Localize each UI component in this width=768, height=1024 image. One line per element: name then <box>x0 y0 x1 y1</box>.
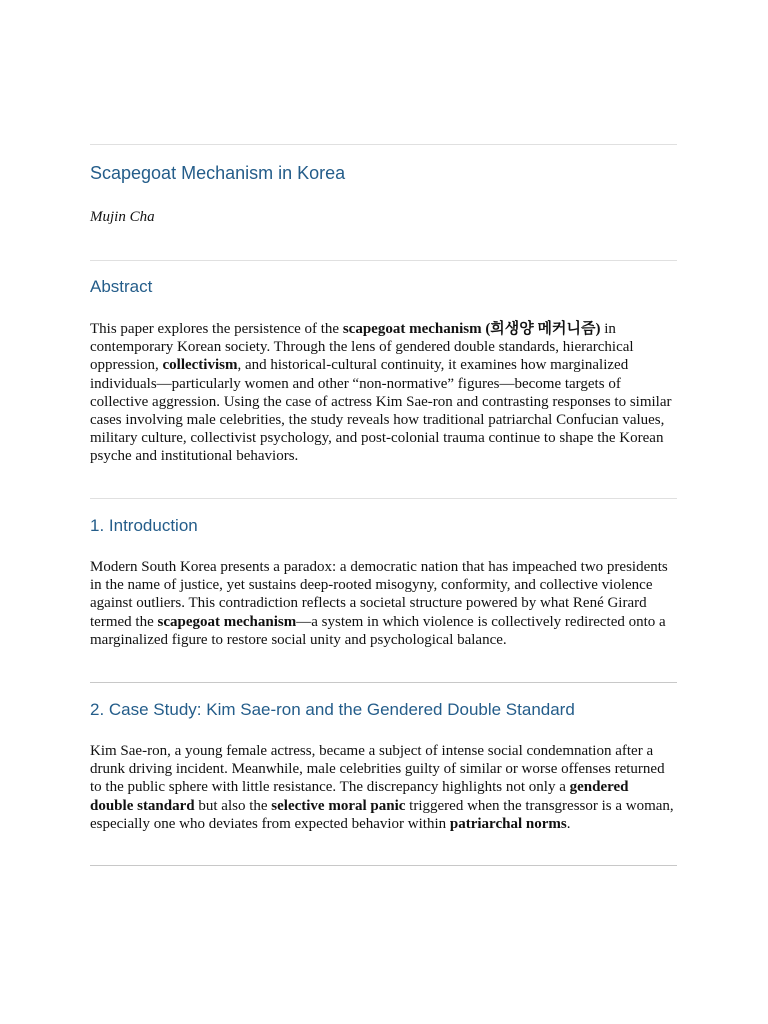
text-run: especially one who deviates from expected behavior within <box>90 815 450 832</box>
text-run: , and historical-cultural continuity, it examines how marginalized <box>237 357 629 374</box>
paragraph-line <box>90 558 677 576</box>
bold-term: scapegoat mechanism (희생양 메커니즘) <box>342 321 601 337</box>
paragraph-line <box>90 613 677 631</box>
text-run: —a system in which violence is collectively redirected onto a <box>296 613 666 630</box>
paragraph-line <box>90 393 677 411</box>
section-heading-introduction: 1. Introduction <box>90 516 198 535</box>
bold-term: selective moral panic <box>271 797 406 814</box>
text-run: contemporary Korean society. Through the lens of gendered double standards, hierarchical <box>90 339 634 356</box>
text-run: against outliers. This contradiction reflects a societal structure powered by what René Girard <box>90 595 647 612</box>
paragraph-line <box>90 778 677 796</box>
bold-term: gendered <box>569 779 629 796</box>
text-run: individuals—particularly women and other “non-normative” figures—become targets of <box>90 375 621 392</box>
abstract-paragraph <box>90 320 677 466</box>
text-run: in the name of justice, yet sustains deep-rooted misogyny, conformity, and collective violence <box>90 577 653 594</box>
case-study-paragraph <box>90 742 677 833</box>
paragraph-line <box>90 797 677 815</box>
paragraph-line <box>90 815 677 833</box>
paragraph-line <box>90 447 677 465</box>
paragraph-line <box>90 594 677 612</box>
text-run: but also the <box>194 797 272 814</box>
text-run: drunk driving incident. Meanwhile, male celebrities guilty of similar or worse offenses returned <box>90 761 665 778</box>
section-heading-case-study: 2. Case Study: Kim Sae-ron and the Gendered Double Standard <box>90 700 575 719</box>
paragraph-line <box>90 760 677 778</box>
text-run: military culture, collectivist psychology, and post-colonial trauma continue to shape the Korean <box>90 430 664 447</box>
paragraph-line <box>90 320 677 338</box>
horizontal-rule <box>90 260 677 261</box>
text-run: oppression, <box>90 357 163 374</box>
paragraph-line <box>90 411 677 429</box>
paragraph-line <box>90 338 677 356</box>
paragraph-line <box>90 375 677 393</box>
horizontal-rule <box>90 865 677 866</box>
bold-term: scapegoat mechanism <box>157 613 297 630</box>
text-run: Modern South Korea presents a paradox: a democratic nation that has impeached two presidents <box>90 559 668 575</box>
text-run: . <box>566 815 571 832</box>
text-run: This paper explores the persistence of the <box>90 321 343 337</box>
introduction-paragraph <box>90 558 677 649</box>
horizontal-rule <box>90 682 677 683</box>
bold-term: collectivism <box>162 357 238 374</box>
horizontal-rule <box>90 144 677 145</box>
text-run: to the public sphere with little resistance. The discrepancy highlights not only a <box>90 779 570 796</box>
document-title: Scapegoat Mechanism in Korea <box>90 163 346 183</box>
text-run: collective aggression. Using the case of actress Kim Sae-ron and contrasting responses to similar <box>90 393 672 410</box>
text-run: Kim Sae-ron, a young female actress, became a subject of intense social condemnation after a <box>90 743 654 759</box>
text-run: triggered when the transgressor is a woman, <box>405 797 674 814</box>
section-heading-abstract: Abstract <box>90 277 153 296</box>
paragraph-line <box>90 576 677 594</box>
paragraph-line <box>90 631 677 649</box>
text-run: in <box>600 321 616 337</box>
text-run: termed the <box>90 613 158 630</box>
paragraph-line <box>90 429 677 447</box>
author-name: Mujin Cha <box>90 209 155 225</box>
text-run: marginalized figure to restore social unity and psychological balance. <box>90 631 507 648</box>
paragraph-line <box>90 356 677 374</box>
text-run: psyche and institutional behaviors. <box>90 448 299 465</box>
text-run: cases involving male celebrities, the study reveals how traditional patriarchal Confucian values, <box>90 411 665 428</box>
paragraph-line <box>90 742 677 760</box>
bold-term: patriarchal norms <box>449 815 567 832</box>
horizontal-rule <box>90 498 677 499</box>
bold-term: double standard <box>90 797 195 814</box>
